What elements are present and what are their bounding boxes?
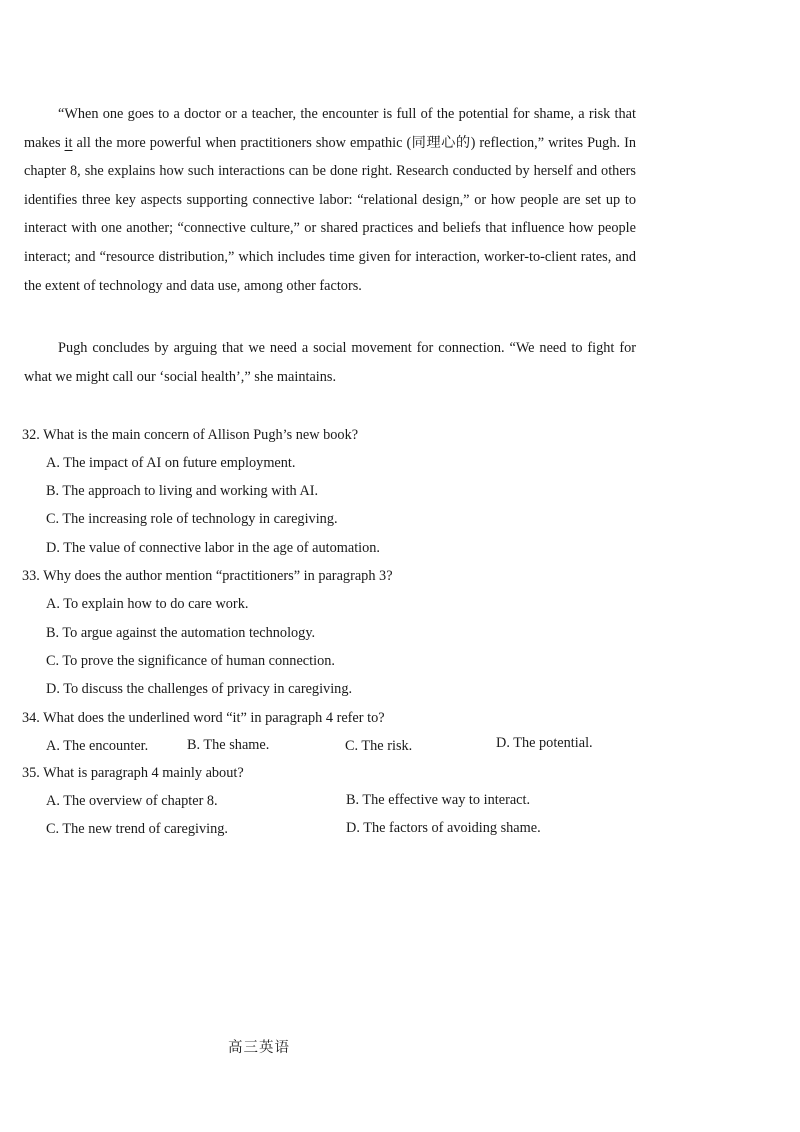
question-33-option-c: C. To prove the significance of human connection. xyxy=(46,653,335,669)
p1-text-start: “When one goes to a doctor or a teacher, the encounter is full of the potential for shame, a risk that makes xyxy=(24,106,636,151)
question-32-option-a: A. The impact of AI on future employment. xyxy=(46,455,296,471)
question-32-stem: 32. What is the main concern of Allison Pugh’s new book? xyxy=(22,427,359,443)
question-33-stem: 33. Why does the author mention “practitioners” in paragraph 3? xyxy=(22,568,393,584)
underlined-word: it xyxy=(64,134,73,151)
question-34-stem: 34. What does the underlined word “it” in paragraph 4 refer to? xyxy=(22,710,385,726)
question-34-option-c: C. The risk. xyxy=(345,738,413,754)
question-32-option-b: B. The approach to living and working with AI. xyxy=(46,483,319,499)
question-33-option-a: A. To explain how to do care work. xyxy=(46,596,249,612)
question-32-option-c: C. The increasing role of technology in caregiving. xyxy=(46,511,338,527)
p2-text: Pugh concludes by arguing that we need a social movement for connection. “We need to fight for what we might call our ‘social health’,” she maintains. xyxy=(24,340,636,385)
question-32-option-d: D. The value of connective labor in the age of automation. xyxy=(46,540,381,556)
question-35-stem: 35. What is paragraph 4 mainly about? xyxy=(22,765,244,781)
question-34-option-a: A. The encounter. xyxy=(46,738,149,754)
question-33-option-d: D. To discuss the challenges of privacy in caregiving. xyxy=(46,681,353,697)
question-35-option-a: A. The overview of chapter 8. xyxy=(46,793,218,809)
passage-paragraph-1 xyxy=(24,100,636,300)
question-35-option-c: C. The new trend of caregiving. xyxy=(46,821,228,837)
question-33-option-b: B. To argue against the automation technology. xyxy=(46,625,316,641)
question-35-option-b: B. The effective way to interact. xyxy=(346,792,531,808)
passage-paragraph-2 xyxy=(24,334,636,391)
question-34-option-d: D. The potential. xyxy=(496,735,593,751)
question-35-option-d: D. The factors of avoiding shame. xyxy=(346,820,541,836)
p1-text-end: all the more powerful when practitioners show empathic (同理心的) reflection,” writes Pugh. In chapter 8, she explains how such interactions can be done right. Research conducted by herself and others identifies three key aspects supporting connective labor: “relational design,” or how people are set up to interact with one another; “connective culture,” or shared practices and beliefs that influence how people interact; and “resource distribution,” which includes time given for interaction, worker-to-client rates, and the extent of technology and data use, among other factors. xyxy=(24,134,636,294)
question-34-option-b: B. The shame. xyxy=(187,737,270,753)
page-footer-subject: 高三英语 xyxy=(228,1040,290,1056)
